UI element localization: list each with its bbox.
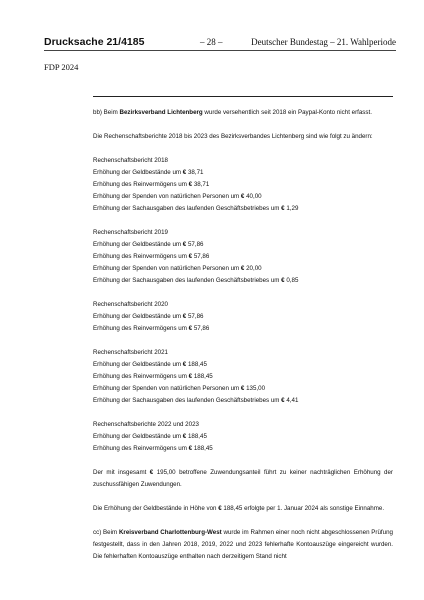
euro-sign: € [182, 169, 187, 176]
report-block [93, 155, 393, 215]
report-line-text: Erhöhung der Geldbestände um [93, 241, 183, 248]
euro-sign: € [281, 397, 285, 404]
euro-sign: € [188, 181, 193, 188]
report-line-amount: 38,71 [187, 169, 204, 176]
report-line [93, 443, 393, 455]
report-line-text: Erhöhung des Reinvermögens um [93, 373, 189, 380]
euro-sign: € [240, 385, 245, 392]
report-block [93, 227, 393, 287]
report-line-text: Erhöhung der Geldbestände um [93, 169, 183, 176]
report-line-text: Erhöhung des Reinvermögens um [93, 181, 189, 188]
page-header [44, 36, 396, 50]
report-line [93, 239, 393, 251]
cc-suffix: wurde im Rahmen einer noch nicht abgeschlossenen Prüfung festgestellt, dass in den Jahren 2018, 2019, 2022 und 2023 fehlerhafte Kontoauszüge eingereicht wurden. Die fehlerhaften Kontoauszüge enthalten nach derzeitigem Stand nicht [93, 529, 393, 560]
report-line-amount: 188,45 [187, 361, 207, 368]
report-line [93, 323, 393, 335]
report-block [93, 299, 393, 335]
euro-sign: € [240, 193, 245, 200]
report-title: Rechenschaftsbericht 2018 [93, 157, 168, 164]
report-line-amount: 40,00 [246, 193, 262, 200]
euro-sign: € [218, 505, 222, 512]
report-line-text: Erhöhung der Spenden von natürlichen Personen um [93, 265, 241, 272]
report-line-amount: 188,45 [193, 373, 213, 380]
document-number-prefix: Drucksache 21/ [44, 36, 122, 48]
report-line-amount: 135,00 [246, 385, 266, 392]
report-line [93, 179, 393, 191]
total-before: Der mit insgesamt [93, 469, 150, 476]
intro-suffix: wurde versehentlich seit 2018 ein Paypal-Konto nicht erfasst. [202, 109, 372, 116]
party-year-label: FDP 2024 [44, 62, 79, 72]
report-line-amount: 20,00 [246, 265, 262, 272]
report-line-amount: 188,45 [187, 433, 207, 440]
total-paragraph [93, 467, 393, 491]
report-line [93, 275, 393, 287]
income-paragraph [93, 503, 393, 515]
report-line-amount: 188,45 [193, 445, 213, 452]
report-line-amount: 38,71 [193, 181, 210, 188]
section-rule [93, 96, 393, 97]
intro-paragraph [93, 107, 393, 119]
lead-paragraph: Die Rechenschaftsberichte 2018 bis 2023 des Bezirksverbandes Lichtenberg sind wie folgt zu ändern: [93, 133, 373, 140]
document-number [44, 36, 144, 48]
report-line-amount: 57,86 [187, 313, 204, 320]
total-amount: 195,00 [156, 469, 176, 476]
report-block [93, 419, 393, 455]
report-line [93, 359, 393, 371]
euro-sign: € [182, 241, 187, 248]
report-line [93, 395, 393, 407]
report-line [93, 311, 393, 323]
income-after: erfolgte per 1. Januar 2024 als sonstige Einnahme. [242, 505, 385, 512]
euro-sign: € [281, 205, 285, 212]
document-number-value: 4185 [121, 36, 145, 48]
report-line [93, 383, 393, 395]
report-line-amount: 57,86 [187, 241, 204, 248]
report-title: Rechenschaftsbericht 2020 [93, 301, 168, 308]
report-line-amount: 4,41 [286, 397, 299, 404]
report-line-text: Erhöhung der Geldbestände um [93, 361, 183, 368]
euro-sign: € [240, 265, 245, 272]
income-before: Die Erhöhung der Geldbestände in Höhe von [93, 505, 219, 512]
report-line-text: Erhöhung des Reinvermögens um [93, 253, 189, 260]
report-line [93, 431, 393, 443]
report-line [93, 203, 393, 215]
header-rule [44, 50, 396, 51]
report-line-text: Erhöhung der Sachausgaben des laufenden Geschäftsbetriebes um [93, 277, 282, 284]
euro-sign: € [182, 433, 187, 440]
report-line [93, 263, 393, 275]
institution-name: Deutscher Bundestag – 21. Wahlperiode [251, 37, 396, 47]
report-line-text: Erhöhung der Spenden von natürlichen Personen um [93, 385, 241, 392]
page-number: – 28 – [200, 37, 223, 47]
euro-sign: € [149, 469, 154, 476]
reports-list [93, 155, 393, 455]
euro-sign: € [188, 253, 193, 260]
report-line [93, 371, 393, 383]
report-line-text: Erhöhung der Spenden von natürlichen Personen um [93, 193, 241, 200]
report-line-text: Erhöhung der Sachausgaben des laufenden Geschäftsbetriebes um [93, 397, 282, 404]
report-title: Rechenschaftsbericht 2021 [93, 349, 168, 356]
cc-paragraph [93, 527, 393, 563]
euro-sign: € [182, 313, 187, 320]
report-line-text: Erhöhung der Geldbestände um [93, 433, 183, 440]
report-line-amount: 1,29 [286, 205, 299, 212]
income-amount: 188,45 [223, 505, 243, 512]
report-title: Rechenschaftsbericht 2019 [93, 229, 168, 236]
report-line [93, 251, 393, 263]
report-line-amount: 57,86 [193, 325, 210, 332]
document-body [93, 107, 393, 575]
euro-sign: € [188, 325, 193, 332]
report-line [93, 191, 393, 203]
euro-sign: € [188, 445, 193, 452]
euro-sign: € [281, 277, 285, 284]
report-line-text: Erhöhung der Sachausgaben des laufenden Geschäftsbetriebes um [93, 205, 282, 212]
intro-prefix: bb) Beim [93, 109, 120, 116]
euro-sign: € [188, 373, 193, 380]
report-title: Rechenschaftsberichte 2022 und 2023 [93, 421, 199, 428]
cc-organization: Kreisverband Charlottenburg-West [118, 529, 222, 536]
report-line-amount: 57,86 [193, 253, 210, 260]
report-line-text: Erhöhung der Geldbestände um [93, 313, 183, 320]
report-line [93, 167, 393, 179]
cc-prefix: cc) Beim [93, 529, 119, 536]
report-line-text: Erhöhung des Reinvermögens um [93, 325, 189, 332]
total-after: betroffene Zuwendungsanteil führt zu keiner nachträglichen Erhöhung der zuschussfähigen Zuwendungen. [93, 469, 393, 488]
report-block [93, 347, 393, 407]
report-line-amount: 0,85 [286, 277, 299, 284]
euro-sign: € [182, 361, 187, 368]
report-line-text: Erhöhung des Reinvermögens um [93, 445, 189, 452]
intro-organization: Bezirksverband Lichtenberg [119, 109, 203, 116]
